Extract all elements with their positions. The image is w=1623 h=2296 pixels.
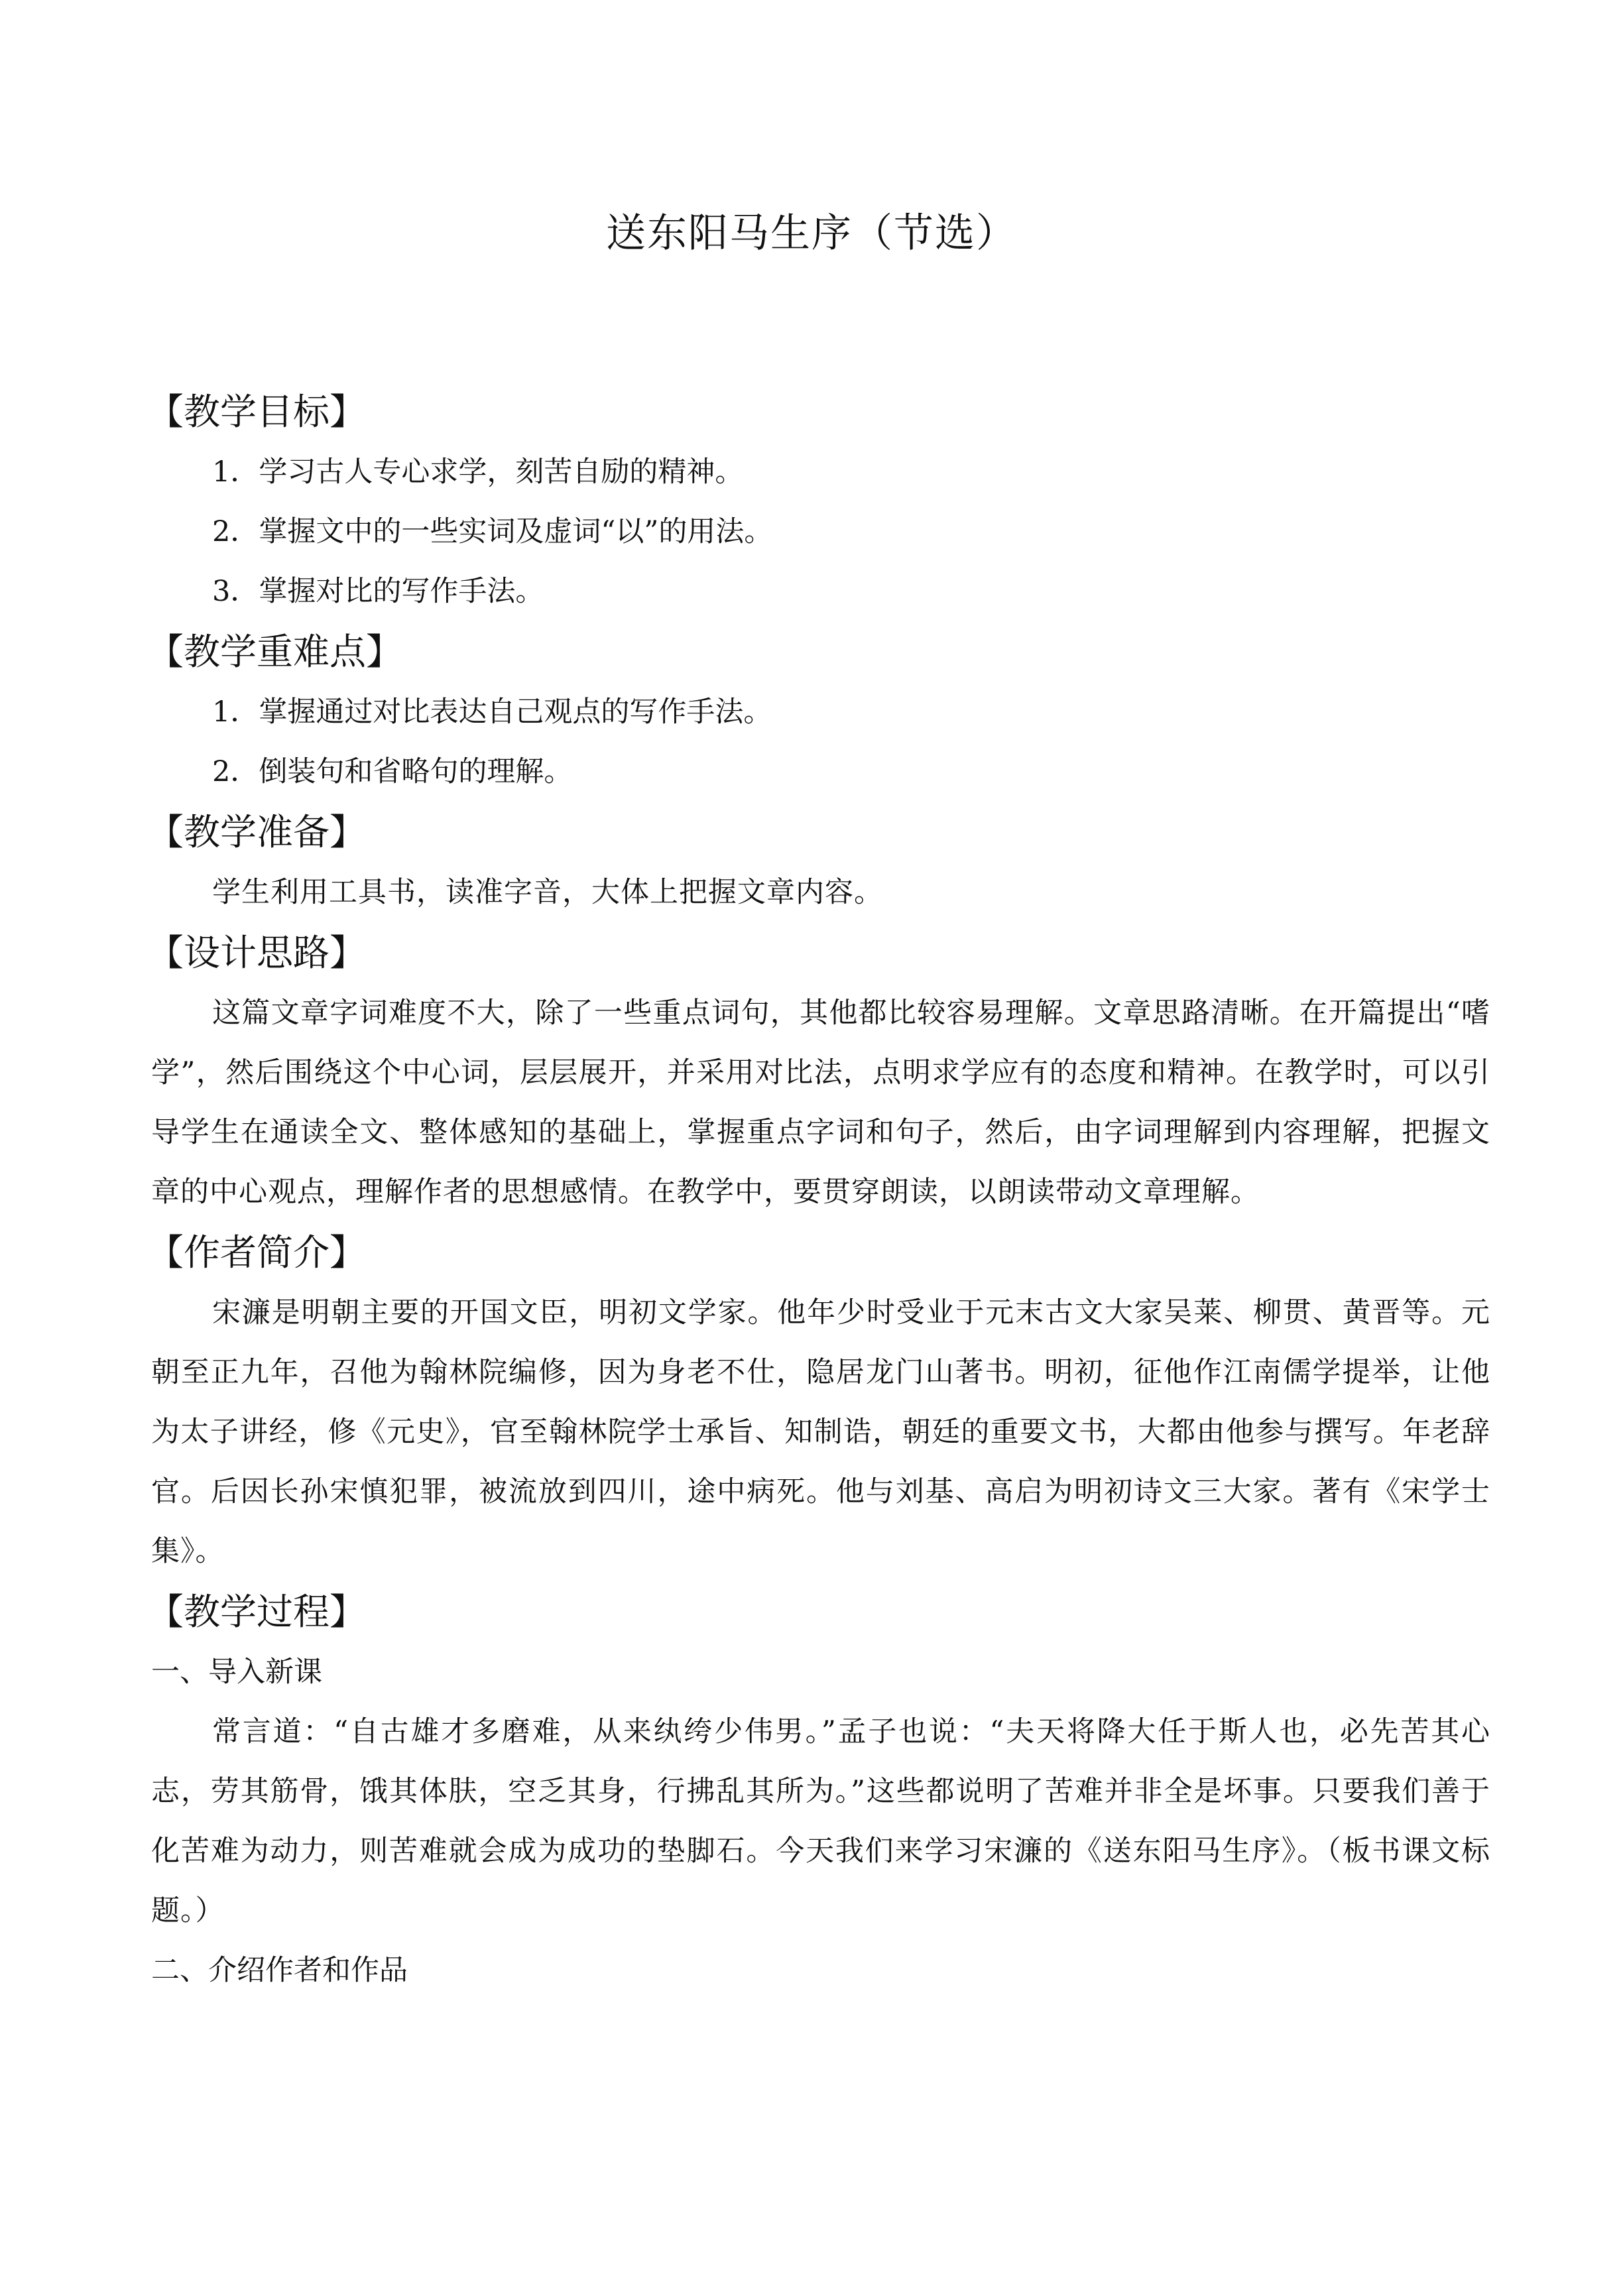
process-step-title: 二、介绍作者和作品 [151, 1954, 408, 1987]
document-body [147, 381, 1490, 2000]
process-step-title: 一、导入新课 [151, 1656, 322, 1689]
goal-item: 2．掌握文中的一些实词及虚词“以”的用法。 [212, 515, 773, 548]
section-heading-design: 【设计思路】 [147, 932, 367, 974]
author-text: 宋濂是明朝主要的开国文臣，明初文学家。他年少时受业于元末古文大家吴莱、柳贯、黄晋等。元朝至正九年，召他为翰林院编修，因为身老不仕，隐居龙门山著书。明初，征他作江南儒学提举，让他为太子讲经，修《元史》，官至翰林院学士承旨、知制诰，朝廷的重要文书，大都由他参与撰写。年老辞官。后因长孙宋慎犯罪，被流放到四川，途中病死。他与刘基、高启为明初诗文三大家。著有《宋学士集》。 [151, 1296, 1490, 1568]
section-heading-goals: 【教学目标】 [147, 391, 367, 433]
key-point-item: 2．倒装句和省略句的理解。 [212, 755, 573, 788]
section-heading-process: 【教学过程】 [147, 1591, 367, 1633]
section-heading-preparation: 【教学准备】 [147, 811, 367, 853]
process-step-text: 常言道：“自古雄才多磨难，从来纨绔少伟男。”孟子也说：“夫天将降大任于斯人也，必先苦其心志，劳其筋骨，饿其体肤，空乏其身，行拂乱其所为。”这些都说明了苦难并非全是坏事。只要我们善于化苦难为动力，则苦难就会成为成功的垫脚石。今天我们来学习宋濂的《送东阳马生序》。（板书课文标题。） [151, 1715, 1490, 1927]
preparation-text: 学生利用工具书，读准字音，大体上把握文章内容。 [212, 876, 883, 909]
key-point-item: 1．掌握通过对比表达自己观点的写作手法。 [212, 695, 772, 729]
goal-item: 1．学习古人专心求学，刻苦自励的精神。 [212, 455, 744, 489]
section-heading-key-points: 【教学重难点】 [147, 631, 403, 673]
section-heading-author: 【作者简介】 [147, 1231, 367, 1274]
design-text: 这篇文章字词难度不大，除了一些重点词句，其他都比较容易理解。文章思路清晰。在开篇提出“嗜学”，然后围绕这个中心词，层层展开，并采用对比法，点明求学应有的态度和精神。在教学时，可以引导学生在通读全文、整体感知的基础上，掌握重点字词和句子，然后，由字词理解到内容理解，把握文章的中心观点，理解作者的思想感情。在教学中，要贯穿朗读，以朗读带动文章理解。 [151, 997, 1490, 1209]
goal-item: 3．掌握对比的写作手法。 [212, 575, 544, 608]
document-title: 送东阳马生序（节选） [606, 210, 1017, 257]
